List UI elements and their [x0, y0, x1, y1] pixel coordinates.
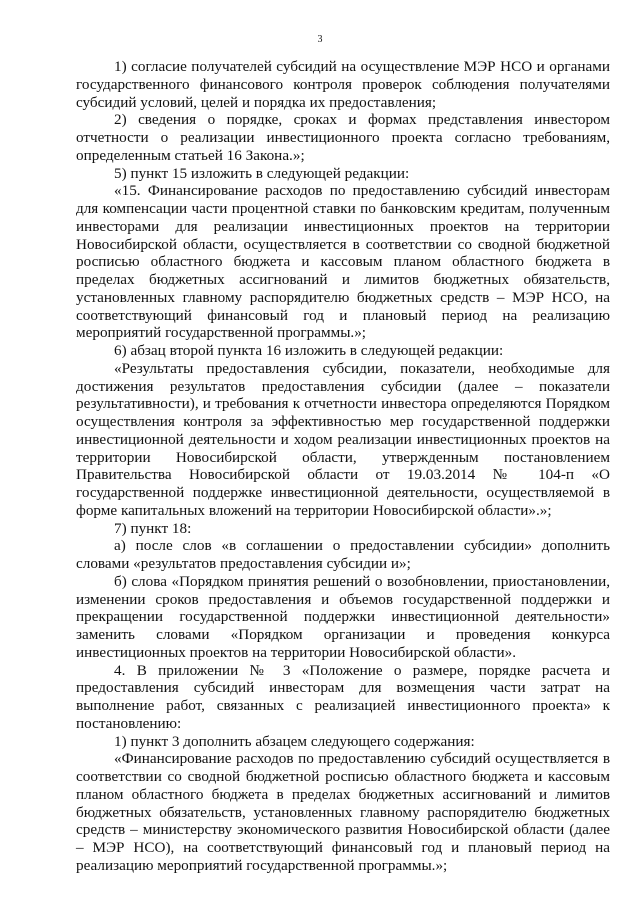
- paragraph-item-18-heading: 7) пункт 18:: [114, 519, 192, 537]
- paragraph-appendix-3-item-3-heading: 1) пункт 3 дополнить абзацем следующего содержания:: [114, 732, 475, 750]
- paragraph-item-15-heading: 5) пункт 15 изложить в следующей редакции:: [114, 164, 410, 182]
- paragraph-item-16-text: «Результаты предоставления субсидии, показатели, необходимые для достижения результатов предоставления субсидии (далее – показатели результативности), и требования к отчетности инвестора определяются Порядком осуществления контроля за эффективностью мер государственной поддержки инвестиционной деятельности и ходом реализации инвестиционных проектов на территории Новосибирской области, утвержденным постановлением Правительства Новосибирской области от 19.03.2014 № 104-п «О государственной поддержке инвестиционной деятельности, осуществляемой в форме капитальных вложений на территории Новосибирской области».»;: [76, 359, 610, 519]
- paragraph-appendix-3-item-3-text: «Финансирование расходов по предоставлению субсидий осуществляется в соответствии со сводной бюджетной росписью областного бюджета и кассовым планом областного бюджета в пределах бюджетных ассигнований и лимитов бюджетных обязательств, установленных главному распорядителю бюджетных средств – министерству экономического развития Новосибирской области (далее – МЭР НСО), на соответствующий финансовый год и плановый период на реализацию мероприятий государственной программы.»;: [76, 750, 610, 874]
- paragraph-item-18-b: б) слова «Порядком принятия решений о возобновлении, приостановлении, изменении сроков предоставления и объемов государственной поддержки и прекращении государственной поддержки инвестиционной деятельности» заменить словами «Порядком организации и проведения конкурса инвестиционных проектов на территории Новосибирской области».: [76, 572, 610, 661]
- paragraph-reporting-info: 2) сведения о порядке, сроках и формах представления инвестором отчетности о реализации инвестиционного проекта согласно требованиям, определенным статьей 16 Закона.»;: [76, 111, 610, 164]
- paragraph-appendix-3: 4. В приложении № 3 «Положение о размере, порядке расчета и предоставления субсидий инвесторам для возмещения части затрат на выполнение работ, связанных с реализацией инвестиционного проекта» к постановлению:: [76, 661, 610, 732]
- paragraph-item-16-heading: 6) абзац второй пункта 16 изложить в следующей редакции:: [114, 342, 504, 359]
- page-number: 3: [317, 34, 323, 45]
- paragraph-consent-inspections: 1) согласие получателей субсидий на осуществление МЭР НСО и органами государственного финансового контроля проверок соблюдения получателями субсидий условий, целей и порядка их предоставления;: [76, 58, 610, 111]
- paragraph-item-15-text: «15. Финансирование расходов по предоставлению субсидий инвесторам для компенсации части процентной ставки по банковским кредитам, полученным инвесторами для реализации инвестиционных проектов на территории Новосибирской области, осуществляется в соответствии со сводной бюджетной росписью областного бюджета и кассовым планом областного бюджета в пределах бюджетных ассигнований и лимитов бюджетных обязательств, установленных главному распорядителю бюджетных средств – МЭР НСО, на соответствующий финансовый год и плановый период на реализацию мероприятий государственной программы.»;: [76, 182, 610, 342]
- document-body: [76, 58, 610, 875]
- paragraph-item-18-a: а) после слов «в соглашении о предоставлении субсидии» дополнить словами «результатов предоставления субсидии и»;: [76, 537, 610, 572]
